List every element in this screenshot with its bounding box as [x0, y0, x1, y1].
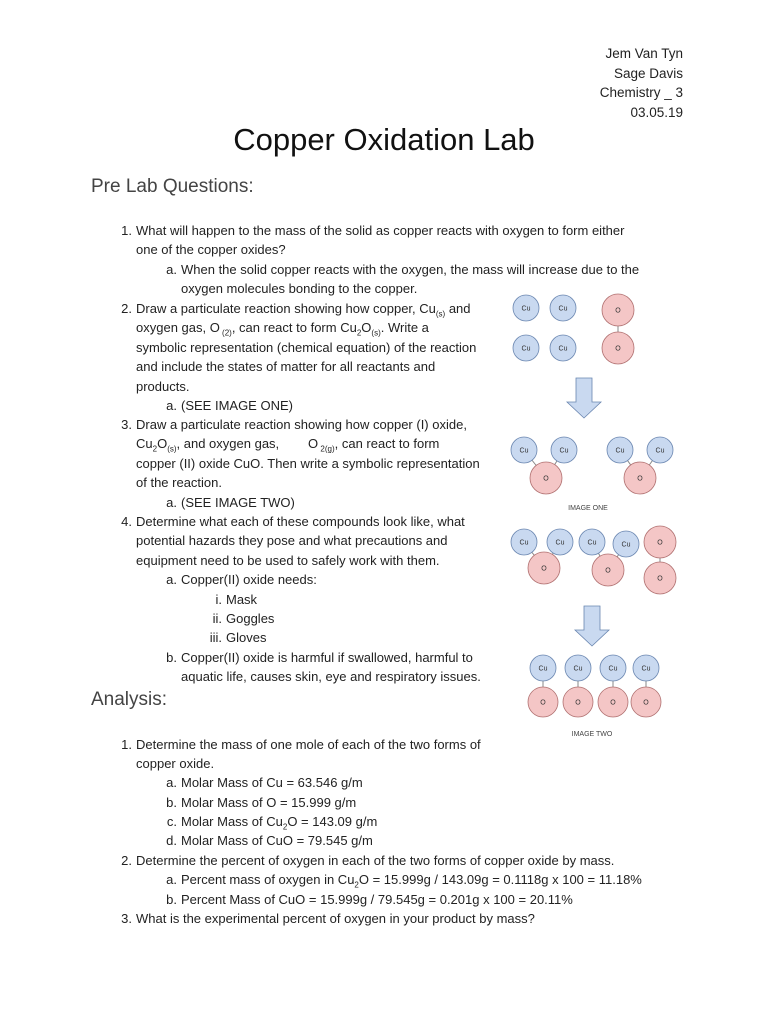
analysis-answer-2a: [166, 870, 642, 890]
svg-text:Cu: Cu: [555, 539, 565, 547]
prelab-question-2: [121, 299, 477, 396]
list-number: 3.: [121, 911, 132, 926]
question-text-line: $Cu_2O_{(s)}$, and oxygen gas, O $_{2(g)}$, can react to form: [136, 436, 440, 454]
o-atom: [624, 462, 656, 494]
svg-text:Cu: Cu: [655, 447, 665, 455]
question-text-line: Determine the percent of oxygen in each of the two forms of copper oxide by mass.: [136, 853, 615, 868]
prelab-answer-4b: [166, 648, 481, 687]
image-two-label: IMAGE TWO: [571, 731, 613, 738]
list-letter: a.: [166, 495, 177, 510]
cu-atom: [511, 437, 537, 463]
o-atom: [530, 462, 562, 494]
o-atom: [602, 332, 634, 364]
o-atom: [598, 687, 628, 717]
question-text-line: Draw a particulate reaction showing how copper, $Cu_{(s)}$ and: [136, 301, 471, 319]
o-atom: [644, 526, 676, 558]
o-atom: [644, 562, 676, 594]
o-atom: [528, 552, 560, 584]
prelab-question-4: [121, 512, 465, 570]
question-text-line: Determine what each of these compounds look like, what: [136, 514, 465, 529]
answer-text-line: (SEE IMAGE ONE): [181, 398, 293, 413]
author-header: [600, 44, 683, 122]
answer-text-line: Molar Mass of CuO = 79.545 g/m: [181, 833, 373, 848]
svg-text:O: O: [605, 567, 611, 575]
prelab-answer-4a: [166, 570, 317, 589]
svg-text:Cu: Cu: [573, 665, 583, 673]
svg-text:Cu: Cu: [559, 447, 569, 455]
svg-text:O: O: [610, 699, 616, 707]
list-roman: iii.: [209, 630, 222, 645]
document-title: Copper Oxidation Lab: [233, 122, 535, 157]
prelab-answer-2a: [166, 396, 293, 415]
list-letter: a.: [166, 262, 177, 277]
cu-atom: [550, 335, 576, 361]
cu-atom: [547, 529, 573, 555]
answer-text-line: Molar Mass of $Cu_2O = 143.09$ g/m: [181, 814, 378, 832]
cu-atom: [607, 437, 633, 463]
question-text-line: oxygen gas, O $_{(2)}$, can react to form $Cu_2O_{(s)}$. Write a: [136, 320, 429, 338]
analysis-answer-1b: [166, 793, 357, 812]
svg-text:O: O: [643, 699, 649, 707]
question-text-line: and include the states of matter for all reactants and: [136, 359, 436, 375]
analysis-answer-2b: [166, 890, 573, 909]
svg-text:Cu: Cu: [558, 345, 568, 353]
question-text-line: of the reaction.: [136, 475, 222, 491]
date-label: 03.05.19: [630, 104, 683, 120]
cu-atom: [565, 655, 591, 681]
list-letter: b.: [166, 892, 177, 907]
svg-text:Cu: Cu: [558, 305, 568, 313]
question-text-line: potential hazards they pose and what precautions and: [136, 533, 448, 549]
svg-text:O: O: [615, 307, 621, 315]
prelab-answer-4a-ii: [212, 609, 275, 628]
svg-text:O: O: [575, 699, 581, 707]
answer-text-line: (SEE IMAGE TWO): [181, 495, 295, 510]
svg-text:O: O: [637, 475, 643, 483]
cu-atom: [530, 655, 556, 681]
author-name-1: Jem Van Tyn: [605, 46, 683, 61]
list-number: 4.: [121, 514, 132, 529]
answer-text-line: Copper(II) oxide needs:: [181, 572, 317, 587]
svg-text:Cu: Cu: [519, 539, 529, 547]
answer-text-line: Mask: [226, 592, 258, 607]
svg-text:Cu: Cu: [538, 665, 548, 673]
question-text-line: Draw a particulate reaction showing how copper (I) oxide,: [136, 417, 467, 432]
svg-text:Cu: Cu: [521, 345, 531, 353]
analysis-question-1: [121, 735, 481, 774]
reaction-arrow: [575, 606, 609, 646]
particulate-diagram-svg: [506, 288, 686, 748]
list-letter: a.: [166, 398, 177, 413]
prelab-question-1: [121, 221, 625, 260]
cu-atom: [600, 655, 626, 681]
answer-text-line: Gloves: [226, 630, 267, 645]
list-letter: c.: [166, 814, 177, 829]
analysis-answer-1a: [166, 773, 363, 792]
analysis-question-3: [121, 909, 535, 928]
course-label: Chemistry _ 3: [599, 85, 683, 100]
list-letter: a.: [166, 572, 177, 587]
particulate-diagram: [506, 288, 686, 748]
svg-text:O: O: [541, 565, 547, 573]
svg-text:Cu: Cu: [641, 665, 651, 673]
cu-atom: [511, 529, 537, 555]
o-atom: [602, 294, 634, 326]
reaction-arrow: [567, 378, 601, 418]
svg-text:O: O: [657, 539, 663, 547]
cu-atom: [550, 295, 576, 321]
prelab-question-3: [121, 415, 480, 493]
list-number: 1.: [121, 223, 132, 238]
question-text-line: copper (II) oxide CuO. Then write a symbolic representation: [136, 455, 480, 471]
svg-text:O: O: [543, 475, 549, 483]
cu-atom: [647, 437, 673, 463]
svg-text:Cu: Cu: [621, 541, 631, 549]
answer-text-line: Copper(II) oxide is harmful if swallowed, harmful to: [181, 650, 473, 665]
analysis-answer-1c: [166, 812, 378, 832]
list-letter: b.: [166, 795, 177, 810]
o-atom: [592, 554, 624, 586]
list-letter: a.: [166, 775, 177, 790]
cu-atom: [513, 335, 539, 361]
cu-atom: [513, 295, 539, 321]
author-name-2: Sage Davis: [613, 65, 683, 81]
question-text-line: copper oxide.: [136, 756, 215, 772]
list-roman: i.: [215, 592, 222, 607]
svg-text:Cu: Cu: [519, 447, 529, 455]
svg-text:O: O: [540, 699, 546, 707]
answer-text-line: Molar Mass of Cu = 63.546 g/m: [181, 775, 363, 790]
question-text-line: products.: [136, 378, 190, 394]
answer-text-line: oxygen molecules bonding to the copper.: [181, 281, 418, 297]
answer-text-line: Percent mass of oxygen in $Cu_2O = 15.999g / 143.09g = 0.1118g$ x 100 = 11.18%: [181, 872, 642, 890]
answer-text-line: Molar Mass of O = 15.999 g/m: [181, 795, 357, 810]
analysis-heading: Analysis:: [91, 689, 168, 710]
cu-atom: [551, 437, 577, 463]
image-one-label: IMAGE ONE: [568, 505, 608, 512]
analysis-answer-1d: [166, 831, 373, 850]
list-number: 3.: [121, 417, 132, 432]
list-letter: a.: [166, 872, 177, 887]
answer-text-line: aquatic life, causes skin, eye and respiratory issues.: [181, 669, 481, 685]
o-atom: [631, 687, 661, 717]
svg-text:Cu: Cu: [587, 539, 597, 547]
list-number: 2.: [121, 853, 132, 868]
cu-atom: [633, 655, 659, 681]
svg-text:O: O: [615, 345, 621, 353]
o-atom: [563, 687, 593, 717]
question-text-line: symbolic representation (chemical equation) of the reaction: [136, 339, 477, 355]
question-text-line: What will happen to the mass of the solid as copper reacts with oxygen to form either: [136, 223, 625, 238]
list-roman: ii.: [212, 611, 222, 626]
list-letter: b.: [166, 650, 177, 665]
list-number: 2.: [121, 301, 132, 316]
question-text-line: Determine the mass of one mole of each of the two forms of: [136, 737, 481, 752]
prelab-answer-4a-i: [215, 590, 258, 609]
answer-text-line: Goggles: [226, 611, 275, 626]
svg-text:Cu: Cu: [521, 305, 531, 313]
prelab-heading: Pre Lab Questions:: [91, 176, 254, 197]
svg-text:Cu: Cu: [615, 447, 625, 455]
list-number: 1.: [121, 737, 132, 752]
o-atom: [528, 687, 558, 717]
svg-text:O: O: [657, 575, 663, 583]
question-text-line: one of the copper oxides?: [136, 242, 286, 258]
prelab-answer-4a-iii: [209, 628, 267, 647]
cu-atom: [613, 531, 639, 557]
prelab-answer-3a: [166, 493, 295, 512]
answer-text-line: When the solid copper reacts with the oxygen, the mass will increase due to the: [181, 262, 640, 277]
analysis-question-2: [121, 851, 615, 870]
question-text-line: equipment need to be used to safely work with them.: [136, 552, 440, 568]
question-text-line: What is the experimental percent of oxygen in your product by mass?: [136, 911, 535, 926]
list-letter: d.: [166, 833, 177, 848]
cu-atom: [579, 529, 605, 555]
answer-text-line: Percent Mass of CuO = 15.999g / 79.545g = 0.201g x 100 = 20.11%: [181, 892, 573, 907]
svg-text:Cu: Cu: [608, 665, 618, 673]
